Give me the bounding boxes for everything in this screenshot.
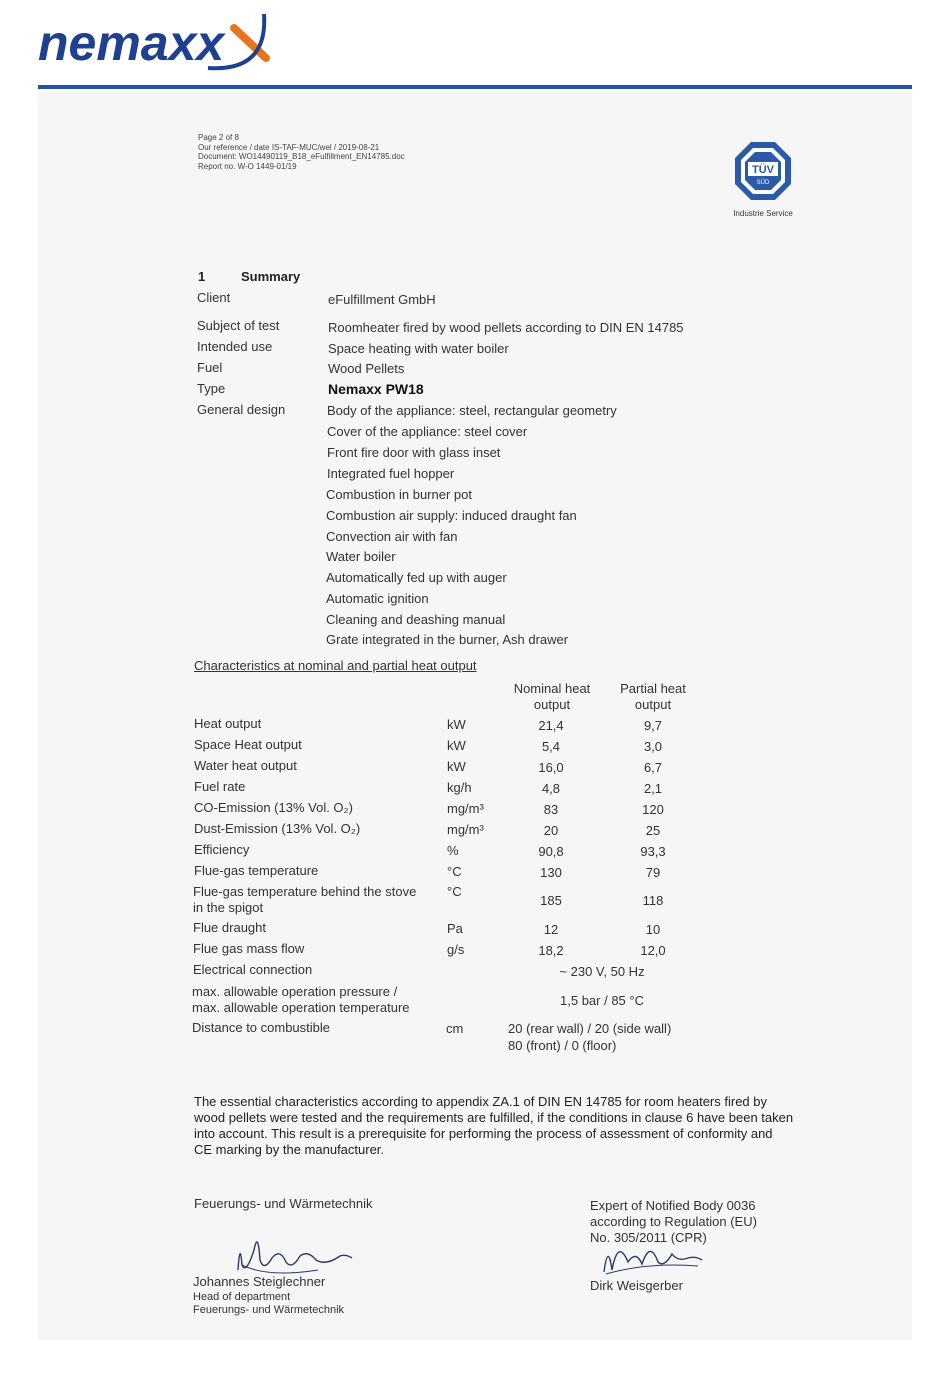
logo-text: nemaxx: [38, 15, 225, 71]
spigot-unit: °C: [447, 884, 462, 899]
col-partial-line1: Partial heat: [620, 681, 686, 696]
row-label: Heat output: [194, 716, 262, 731]
document-name: Document: WO14490119_B18_eFulfillment_EN14785.doc: [198, 152, 405, 161]
right-line2: according to Regulation (EU): [590, 1214, 757, 1229]
design-item: Combustion air supply: induced draught fan: [326, 508, 577, 523]
row-nominal: 4,8: [541, 781, 561, 796]
right-name: Dirk Weisgerber: [590, 1278, 683, 1293]
row-partial: 10: [645, 922, 661, 937]
design-item: Cover of the appliance: steel cover: [327, 424, 528, 439]
row-label: CO-Emission (13% Vol. O₂): [194, 800, 353, 815]
left-name: Johannes Steiglechner: [193, 1274, 326, 1289]
row-nominal: 16,0: [538, 760, 564, 775]
general-design-label: General design: [197, 402, 286, 417]
row-label: Water heat output: [194, 758, 297, 773]
col-nominal-line2: output: [533, 697, 571, 712]
spigot-nominal: 185: [540, 893, 562, 908]
row-unit: mg/m³: [447, 801, 484, 816]
col-nominal-line1: Nominal heat: [513, 681, 591, 696]
row-label: Flue-gas temperature: [194, 863, 319, 878]
row-partial: 3,0: [643, 739, 663, 754]
row-nominal: 21,4: [538, 718, 564, 733]
document-meta: [198, 133, 405, 171]
fuel-label: Fuel: [197, 360, 223, 375]
row-label: Flue gas mass flow: [193, 941, 305, 956]
row-partial: 12,0: [640, 943, 666, 958]
row-unit: °C: [447, 864, 462, 879]
header-rule: [38, 85, 912, 89]
row-label: Fuel rate: [194, 779, 246, 794]
design-item: Cleaning and deashing manual: [326, 612, 506, 627]
row-nominal: 130: [540, 865, 562, 880]
distance-label: Distance to combustible: [192, 1020, 331, 1035]
tuv-logo: [730, 140, 796, 218]
left-dept: Feuerungs- und Wärmetechnik: [193, 1304, 345, 1316]
row-partial: 79: [645, 865, 661, 880]
design-item: Front fire door with glass inset: [327, 445, 501, 460]
row-partial: 6,7: [643, 760, 663, 775]
type-label: Type: [197, 381, 226, 396]
page-number: Page 2 of 8: [198, 133, 239, 142]
fuel-value: Wood Pellets: [328, 361, 405, 376]
tuv-octagon-icon: [733, 140, 793, 202]
spigot-label-line1: Flue-gas temperature behind the stove: [193, 884, 417, 899]
distance-unit: cm: [446, 1021, 464, 1036]
row-unit: kg/h: [447, 780, 472, 795]
design-item: Water boiler: [326, 549, 396, 564]
design-item: Convection air with fan: [326, 529, 458, 544]
design-item: Automatic ignition: [326, 591, 429, 606]
row-label: Flue draught: [193, 920, 266, 935]
row-partial: 93,3: [640, 844, 666, 859]
pressure-value: 1,5 bar / 85 °C: [560, 993, 644, 1008]
row-unit: %: [447, 843, 459, 858]
pressure-label-line1: max. allowable operation pressure /: [192, 984, 398, 999]
svg-text:SÜD: SÜD: [756, 180, 770, 186]
section-heading: Summary: [241, 269, 301, 284]
intended-use-value: Space heating with water boiler: [328, 341, 509, 356]
row-nominal: 5,4: [541, 739, 561, 754]
client-value: eFulfillment GmbH: [328, 292, 436, 307]
report-number: Report no. W-O 1449-01/19: [198, 161, 297, 171]
tuv-caption: Industrie Service: [733, 209, 793, 218]
row-unit: kW: [447, 759, 466, 774]
electrical-label: Electrical connection: [193, 962, 313, 977]
type-value: Nemaxx PW18: [328, 381, 424, 397]
row-partial: 9,7: [643, 718, 663, 733]
subject-label: Subject of test: [197, 318, 280, 333]
spigot-label-line2: in the spigot: [193, 900, 264, 915]
row-label: Space Heat output: [194, 737, 302, 752]
row-label: Efficiency: [194, 842, 250, 857]
left-role: Head of department: [193, 1291, 291, 1303]
right-line1: Expert of Notified Body 0036: [590, 1198, 756, 1213]
left-org: Feuerungs- und Wärmetechnik: [194, 1196, 373, 1211]
spigot-partial: 118: [642, 893, 664, 908]
row-label: Dust-Emission (13% Vol. O₂): [194, 821, 361, 836]
nemaxx-logo: [38, 8, 278, 77]
characteristics-title: Characteristics at nominal and partial heat output: [194, 658, 477, 673]
row-unit: kW: [447, 717, 466, 732]
section-number: 1: [198, 269, 206, 284]
row-partial: 2,1: [643, 781, 663, 796]
reference: Our reference / date IS-TAF-MUC/wel / 2019-08-21: [198, 142, 380, 152]
design-item: Automatically fed up with auger: [326, 570, 507, 585]
col-partial-line2: output: [634, 697, 672, 712]
row-unit: mg/m³: [447, 822, 484, 837]
right-line3: No. 305/2011 (CPR): [590, 1230, 707, 1245]
design-item: Combustion in burner pot: [326, 487, 472, 502]
electrical-value: ~ 230 V, 50 Hz: [559, 964, 645, 979]
row-partial: 25: [645, 823, 661, 838]
pressure-label-line2: max. allowable operation temperature: [192, 1000, 410, 1015]
distance-value-line1: 20 (rear wall) / 20 (side wall): [508, 1021, 672, 1036]
subject-value: Roomheater fired by wood pellets according to DIN EN 14785: [328, 320, 684, 335]
row-nominal: 12: [543, 922, 559, 937]
row-nominal: 20: [543, 823, 559, 838]
client-label: Client: [197, 290, 231, 305]
row-unit: kW: [447, 738, 466, 753]
row-partial: 120: [642, 802, 664, 817]
design-item: Grate integrated in the burner, Ash drawer: [326, 632, 569, 647]
distance-value-line2: 80 (front) / 0 (floor): [508, 1038, 617, 1053]
conclusion-paragraph: The essential characteristics according to appendix ZA.1 of DIN EN 14785 for room heaters fired by wood pellets were tested and the requirements are fulfilled, if the conditions in clause 6 have been taken into account. This result is a prerequisite for performing the process of assessment of conformity and CE marking by the manufacturer.: [194, 1094, 794, 1157]
design-item: Body of the appliance: steel, rectangular geometry: [327, 403, 617, 418]
row-nominal: 90,8: [538, 844, 564, 859]
row-nominal: 83: [543, 802, 559, 817]
svg-text:TÜV: TÜV: [752, 164, 774, 176]
row-unit: g/s: [447, 942, 465, 957]
row-nominal: 18,2: [538, 943, 564, 958]
row-unit: Pa: [447, 921, 463, 936]
intended-use-label: Intended use: [197, 339, 273, 354]
design-item: Integrated fuel hopper: [327, 466, 455, 481]
